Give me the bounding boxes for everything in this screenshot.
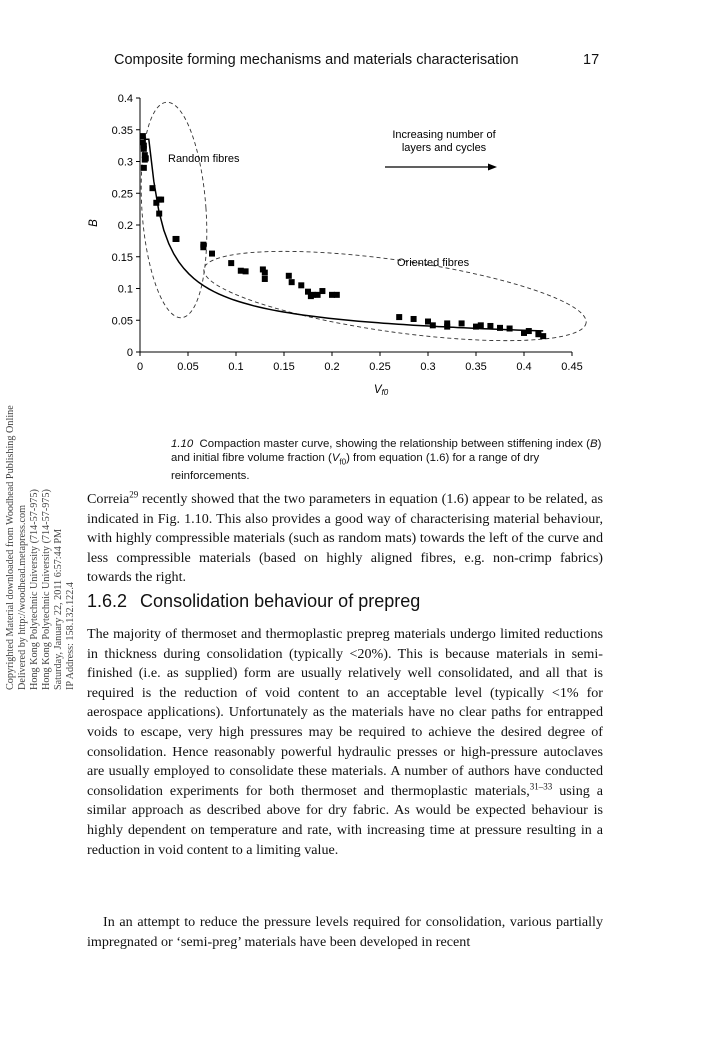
caption-text: ) and initial fibre volume fraction (	[171, 438, 602, 464]
oriented-fibres-ellipse	[199, 233, 591, 358]
x-tick-label: 0.45	[561, 361, 583, 373]
data-point	[262, 270, 268, 276]
reference-superscript: 29	[129, 489, 139, 500]
y-axis-label: B	[88, 219, 100, 227]
data-point	[487, 323, 493, 329]
data-point	[497, 325, 503, 331]
paragraph-text: using a similar approach as described above for dry fabric. As would be expected behaviour is highly dependent on temperature and rate, with increasing time at pressure resulting in a reduction in void content to a limiting value.	[87, 782, 603, 858]
x-tick-label: 0.15	[273, 361, 295, 373]
figure-number: 1.10	[171, 438, 194, 450]
data-point	[289, 279, 295, 285]
data-point	[243, 268, 249, 274]
data-point	[298, 282, 304, 288]
watermark-line: Hong Kong Polytechnic University (714-57-975)	[29, 489, 40, 690]
data-point	[200, 244, 206, 250]
data-point	[141, 165, 147, 171]
data-point	[526, 328, 532, 334]
data-point	[173, 236, 179, 242]
trend-label-line1: Increasing number of	[392, 129, 496, 141]
watermark-line: IP Address: 158.132.122.4	[65, 581, 76, 690]
data-point	[319, 288, 325, 294]
data-point	[507, 326, 513, 332]
data-point	[158, 197, 164, 203]
data-point	[459, 320, 465, 326]
y-tick-label: 0.05	[111, 315, 133, 328]
running-header-title: Composite forming mechanisms and materials characterisation	[114, 52, 519, 68]
data-point	[140, 133, 146, 139]
download-watermark	[2, 262, 84, 690]
data-point	[156, 211, 162, 217]
watermark-line: Copyrighted Material downloaded from Woodhead Publishing Online	[5, 405, 16, 690]
data-point	[286, 273, 292, 279]
y-tick-label: 0	[126, 347, 133, 359]
watermark-line: Saturday, January 22, 2011 6:57:44 PM	[53, 528, 64, 690]
x-axis-label: Vf0	[373, 384, 389, 397]
trend-arrow	[385, 164, 497, 171]
data-point	[262, 276, 268, 282]
oriented-fibres-label: Oriented fibres	[397, 257, 470, 269]
data-point	[209, 251, 215, 257]
data-point	[141, 146, 147, 152]
paragraph-semipreg: In an attempt to reduce the pressure levels required for consolidation, various partially impregnated or ‘semi-preg’ materials have been developed in recent	[87, 914, 603, 950]
random-fibres-ellipse	[135, 100, 214, 320]
data-point	[334, 292, 340, 298]
x-tick-label: 0.05	[177, 361, 199, 373]
chart-axes	[140, 98, 572, 352]
caption-text: ) from equation (1.6) for a range of dry reinforcements.	[171, 452, 540, 483]
x-tick-label: 0.3	[420, 361, 436, 373]
section-heading	[87, 591, 420, 612]
caption-symbol-v: V	[331, 452, 340, 464]
paragraph-correia	[87, 490, 603, 588]
y-tick-label: 0.1	[117, 283, 133, 296]
paragraph-prepreg	[87, 625, 603, 860]
y-tick-label: 0.15	[111, 251, 133, 264]
author-name: Correia	[87, 491, 130, 507]
random-fibres-label: Random fibres	[168, 153, 240, 165]
data-point	[478, 322, 484, 328]
caption-subscript: f0	[339, 457, 347, 467]
paragraph-text: recently showed that the two parameters in equation (1.6) appear to be related, as indicated in Fig. 1.10. This also provides a good way of characterising material behaviour, with highly compressible materials (such as random mats) towards the left of the curve and less compressible materials (based on highly aligned fibres, e.g. non-crimp fabrics) towards the right.	[87, 491, 603, 586]
trend-label-line2: layers and cycles	[401, 142, 487, 154]
watermark-line: Hong Kong Polytechnic University (714-57-975)	[41, 489, 52, 690]
x-tick-label: 0	[136, 361, 144, 373]
data-point	[411, 316, 417, 322]
data-point	[540, 333, 546, 339]
figure-caption	[171, 437, 607, 483]
caption-text: Compaction master curve, showing the relationship between stiffening index (	[199, 438, 590, 450]
y-tick-label: 0.3	[117, 156, 133, 169]
section-title: Consolidation behaviour of prepreg	[140, 591, 421, 611]
x-tick-label: 0.25	[369, 361, 391, 373]
data-point	[308, 293, 314, 299]
watermark-line: Delivered by http://woodhead.metapress.com	[17, 504, 28, 690]
x-axis-ticks	[137, 352, 583, 373]
data-point	[430, 322, 436, 328]
x-tick-label: 0.4	[516, 361, 532, 373]
x-tick-label: 0.35	[465, 361, 487, 373]
page-number: 17	[583, 52, 600, 68]
master-curve-line	[144, 139, 543, 331]
caption-symbol-b: B	[589, 438, 598, 450]
x-tick-label: 0.1	[228, 361, 244, 373]
data-point	[444, 324, 450, 330]
x-tick-label: 0.2	[324, 361, 340, 373]
y-tick-label: 0.35	[111, 124, 133, 137]
section-number: 1.6.2	[87, 591, 128, 611]
data-point	[143, 155, 149, 161]
data-point	[396, 314, 402, 320]
paragraph-text: The majority of thermoset and thermoplastic prepreg materials undergo limited reductions in thickness during consolidation (typically <20%). This is because materials in semi-finished (i.e. as supplied) form are usually relatively well consolidated, and all that is required is the reduction of void content to an acceptable level (typically <1% for aerospace applications). Unfortunately as the materials have no clear paths for entrapped voids to escape, very high pressures may be required to achieve the desired degree of consolidation. Hence reasonably powerful hydraulic presses or high-pressure autoclaves are usually employed to consolidate these materials. A number of authors have conducted consolidation experiments for both thermoset and thermoplastic materials,	[87, 626, 603, 799]
y-tick-label: 0.2	[117, 220, 133, 232]
y-tick-label: 0.4	[117, 93, 133, 105]
data-point	[149, 185, 155, 191]
y-tick-label: 0.25	[111, 188, 133, 201]
y-axis-ticks	[112, 93, 140, 359]
reference-superscript: 31–33	[529, 781, 553, 792]
compaction-master-curve-chart	[82, 82, 622, 407]
data-point	[228, 260, 234, 266]
